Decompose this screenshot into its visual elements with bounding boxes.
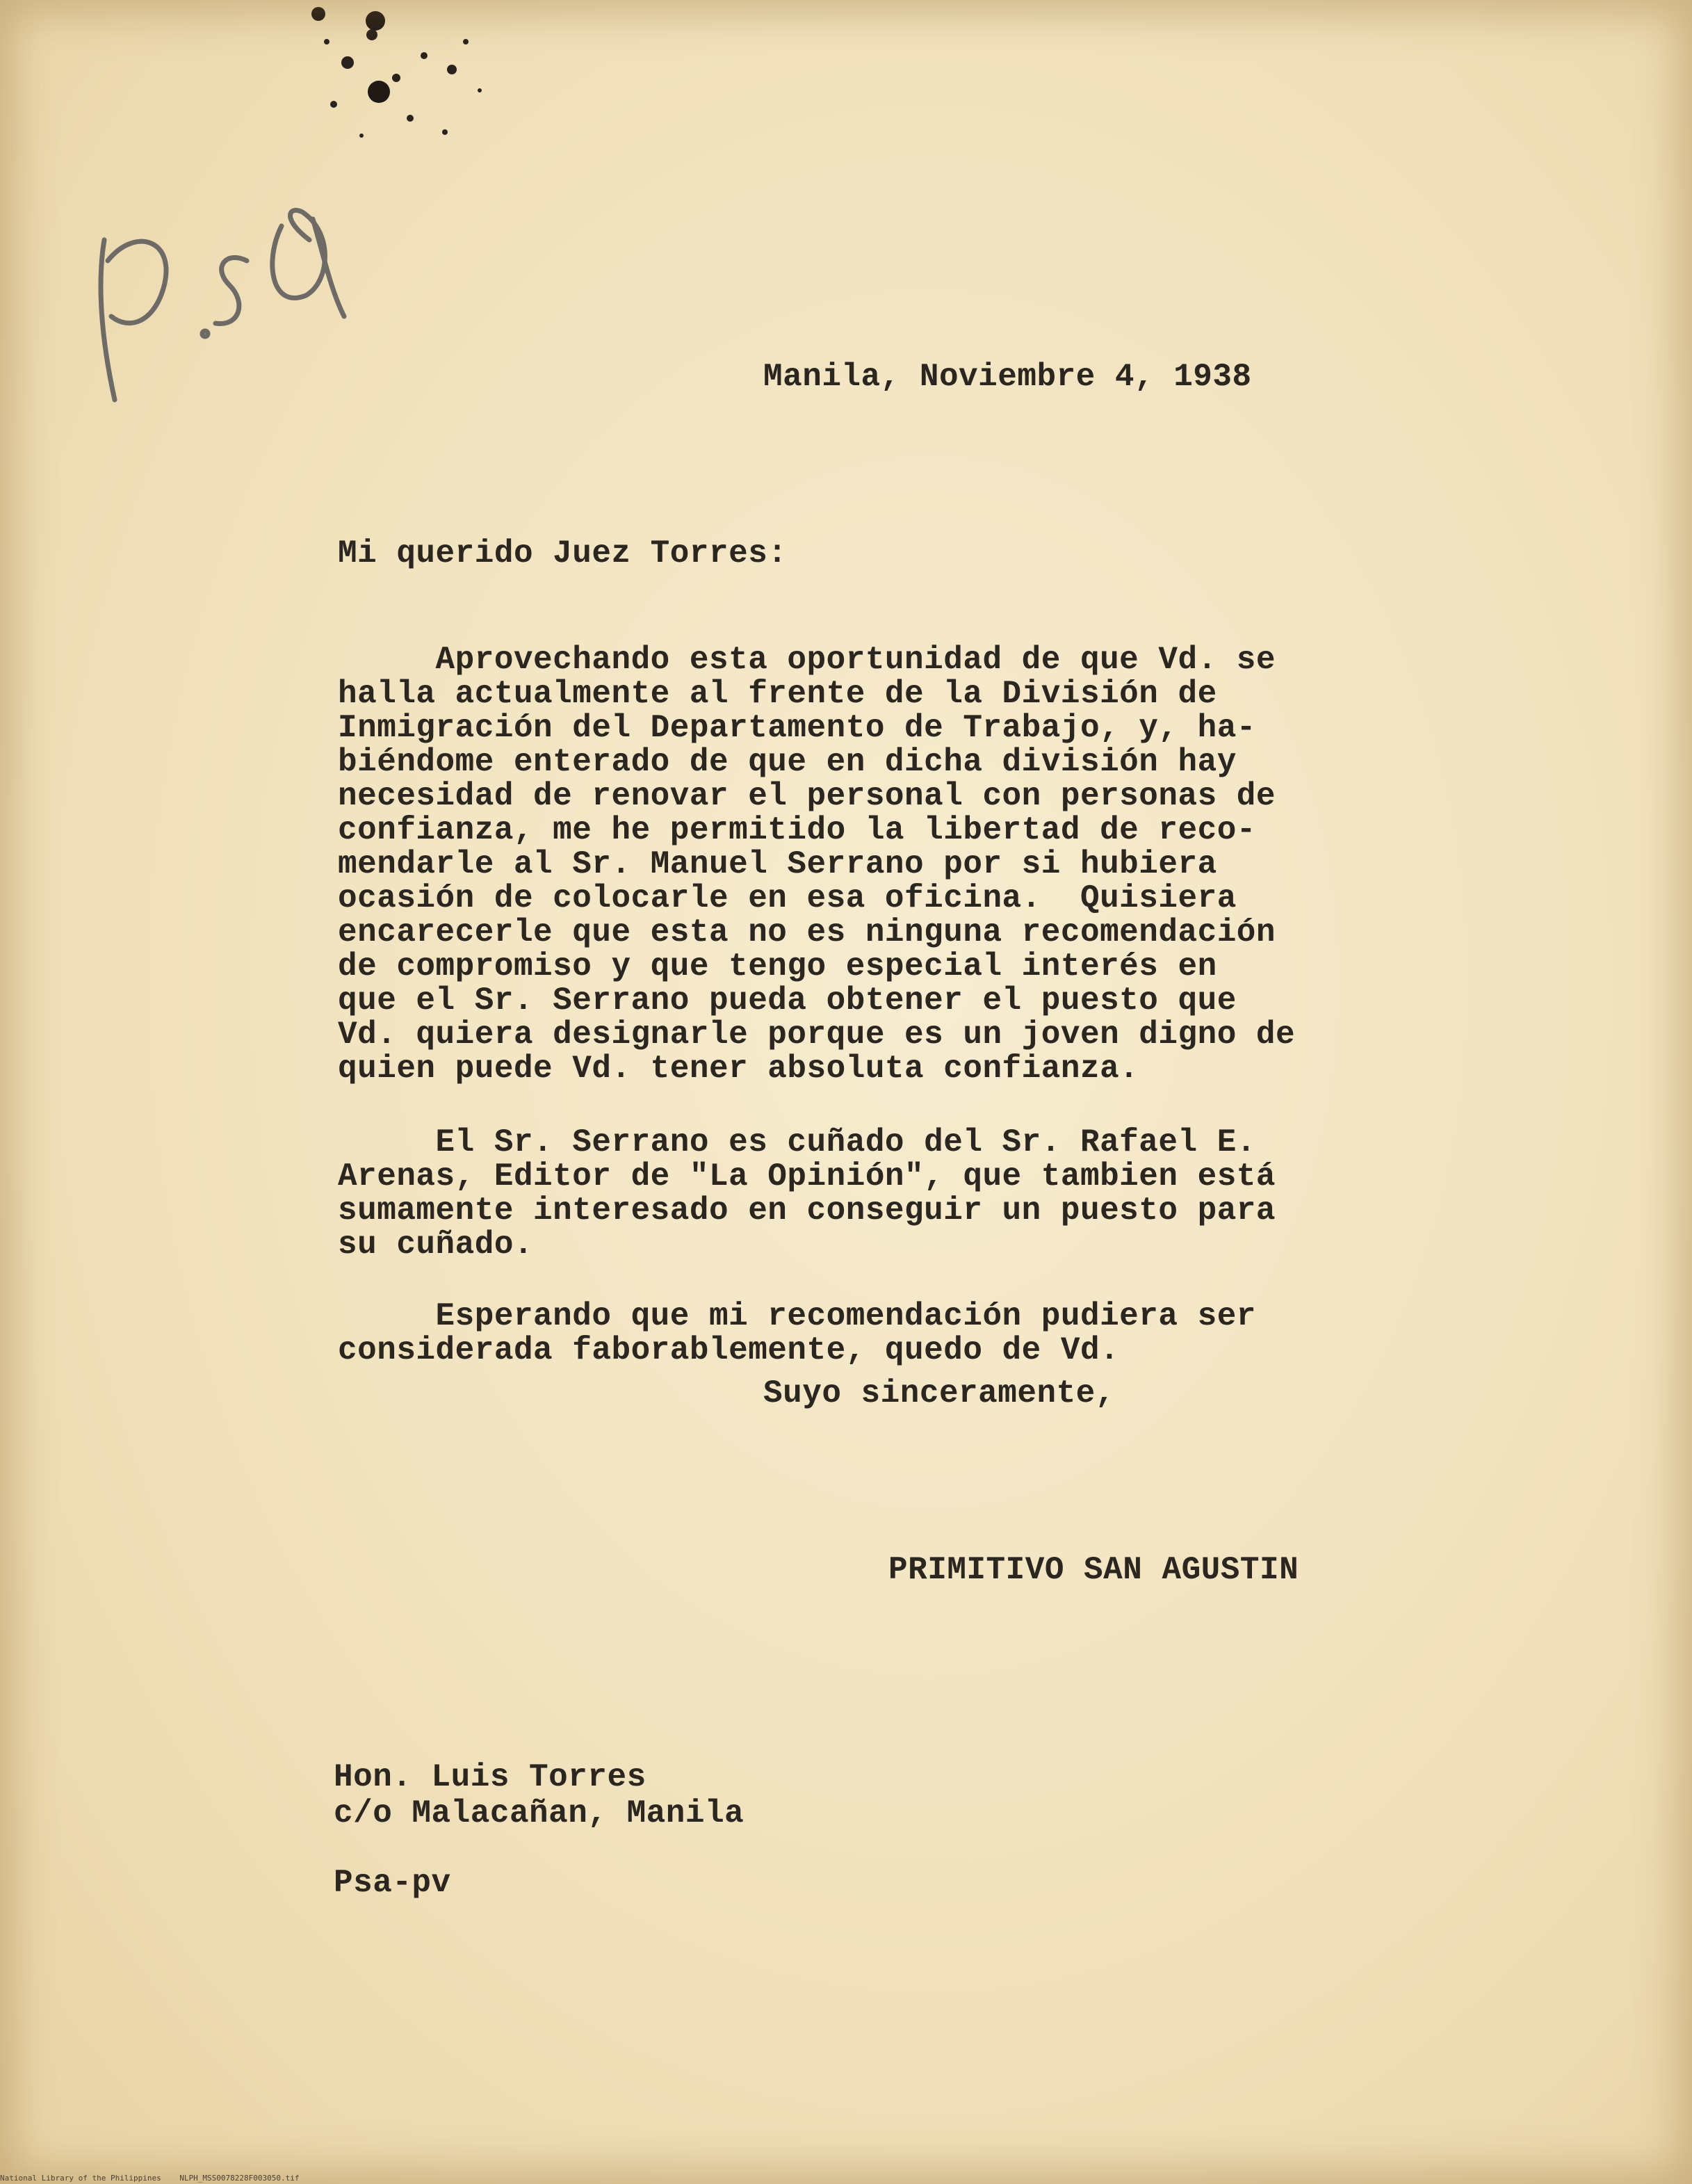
- text-line: que el Sr. Serrano pueda obtener el puesto que: [338, 982, 1237, 1019]
- recipient-address: c/o Malacañan, Manila: [334, 1795, 745, 1831]
- salutation: Mi querido Juez Torres:: [338, 535, 788, 572]
- archive-footer: National Library of the Philippines NLPH_MSS0078228F003050.tif: [0, 2174, 300, 2183]
- text-line: Inmigración del Departamento de Trabajo, y, ha-: [338, 710, 1256, 746]
- text-line: confianza, me he permitido la libertad de reco-: [338, 812, 1256, 848]
- text-line: necesidad de renovar el personal con personas de: [338, 778, 1276, 814]
- text-line: de compromiso y que tengo especial interés en: [338, 948, 1217, 985]
- text-line: su cuñado.: [338, 1227, 534, 1263]
- text-line: Vd. quiera designarle porque es un joven digno de: [338, 1017, 1296, 1053]
- recipient-name: Hon. Luis Torres: [334, 1759, 646, 1795]
- text-line: biéndome enterado de que en dicha división hay: [338, 744, 1237, 780]
- text-line: Esperando que mi recomendación pudiera ser: [338, 1298, 1256, 1334]
- letter-date: Manila, Noviembre 4, 1938: [763, 359, 1252, 395]
- text-line: halla actualmente al frente de la División de: [338, 676, 1217, 712]
- reference-initials: Psa-pv: [334, 1865, 451, 1901]
- closing: Suyo sinceramente,: [763, 1375, 1115, 1411]
- text-line: considerada faborablemente, quedo de Vd.: [338, 1332, 1120, 1368]
- signature-name: PRIMITIVO SAN AGUSTIN: [888, 1552, 1299, 1588]
- text-line: mendarle al Sr. Manuel Serrano por si hubiera: [338, 846, 1217, 882]
- text-line: Aprovechando esta oportunidad de que Vd. se: [338, 642, 1276, 678]
- text-line: ocasión de colocarle en esa oficina. Quisiera: [338, 880, 1237, 916]
- text-line: El Sr. Serrano es cuñado del Sr. Rafael E.: [338, 1124, 1256, 1160]
- text-line: sumamente interesado en conseguir un puesto para: [338, 1192, 1276, 1229]
- paragraph-2: [338, 1092, 1276, 1262]
- text-line: quien puede Vd. tener absoluta confianza.: [338, 1051, 1139, 1087]
- paragraph-1: [338, 609, 1295, 1086]
- handwritten-note: [73, 129, 365, 421]
- text-line: encarecerle que esta no es ninguna recomendación: [338, 914, 1276, 951]
- text-line: Arenas, Editor de "La Opinión", que tambien está: [338, 1158, 1276, 1195]
- paragraph-3: [338, 1265, 1256, 1368]
